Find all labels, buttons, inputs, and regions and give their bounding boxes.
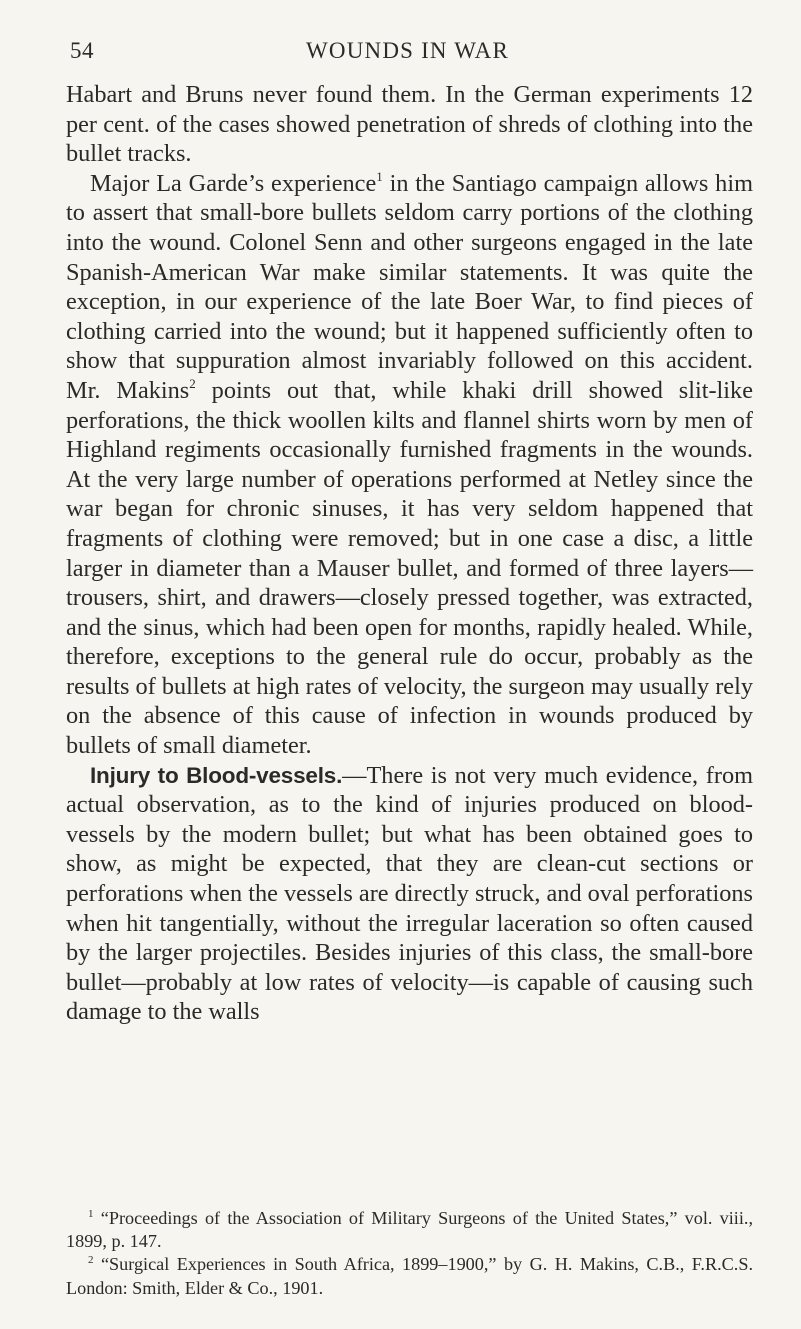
paragraph-1: Habart and Bruns never found them. In the German experiments 12 per cent. of the cases showed penetration of shreds of clothing into the bullet tracks. (66, 81, 753, 168)
footnotes (66, 1207, 753, 1300)
footnote-ref-1: 1 (376, 168, 383, 184)
footnote-1-marker: 1 (88, 1208, 94, 1220)
page-header (70, 38, 745, 68)
paragraph-2-part-c: points out that, while khaki drill showed slit-like perforations, the thick woollen kilts and flannel shirts worn by men of Highland regiments occasionally furnished fragments in the wounds. At the very large number of operations performed at Netley since the war began for chronic sinuses, it has very seldom happened that fragments of clothing were removed; but in one case a disc, a little larger in diameter than a Mauser bullet, and formed of three layers—trousers, shirt, and drawers—closely pressed together, was extracted, and the sinus, which had been open for months, rapidly healed. While, therefore, exceptions to the general rule do occur, probably as the results of bullets at high rates of velocity, the surgeon may usually rely on the absence of this cause of infection in wounds produced by bullets of small diameter. (66, 376, 753, 760)
paragraph-2-part-a: Major La Garde’s experience (90, 169, 377, 197)
section-heading-blood-vessels: Injury to Blood-vessels. (90, 762, 343, 788)
paragraph-2 (66, 169, 753, 761)
footnote-ref-2: 2 (189, 375, 196, 391)
footnote-2-marker: 2 (88, 1254, 94, 1267)
paragraph-3 (66, 761, 753, 1027)
footnote-2-text: “Surgical Experiences in South Africa, 1899–1900,” by G. H. Makins, C.B., F.R.C.S. London: Smith, Elder & Co., 1901. (66, 1254, 753, 1298)
body-text (66, 80, 753, 1027)
paragraph-2-part-b: in the Santiago campaign allows him to assert that small-bore bullets seldom carry portions of the clothing into the wound. Colonel Senn and other surgeons engaged in the late Spanish-American War make similar statements. It was quite the exception, in our experience of the late Boer War, to find pieces of clothing carried into the wound; but it happened sufficiently often to show that suppuration almost invariably followed on this accident. Mr. Makins (66, 169, 753, 404)
paragraph-3-text: —There is not very much evidence, from actual observation, as to the kind of injuries produced on blood-vessels by the modern bullet; but what has been obtained goes to show, as might be expected, that they are clean-cut sections or perforations when the vessels are directly struck, and oval perforations when hit tangentially, without the irregular laceration so often caused by the larger projectiles. Besides injuries of this class, the small-bore bullet—probably at low rates of velocity—is capable of causing such damage to the walls (66, 761, 753, 1026)
page-number: 54 (70, 38, 94, 63)
footnote-1-text: “Proceedings of the Association of Military Surgeons of the United States,” vol. viii., 1899, p. 147. (66, 1208, 754, 1252)
footnote-1 (66, 1207, 753, 1253)
running-head: WOUNDS IN WAR (305, 38, 509, 63)
footnote-2 (66, 1253, 753, 1299)
